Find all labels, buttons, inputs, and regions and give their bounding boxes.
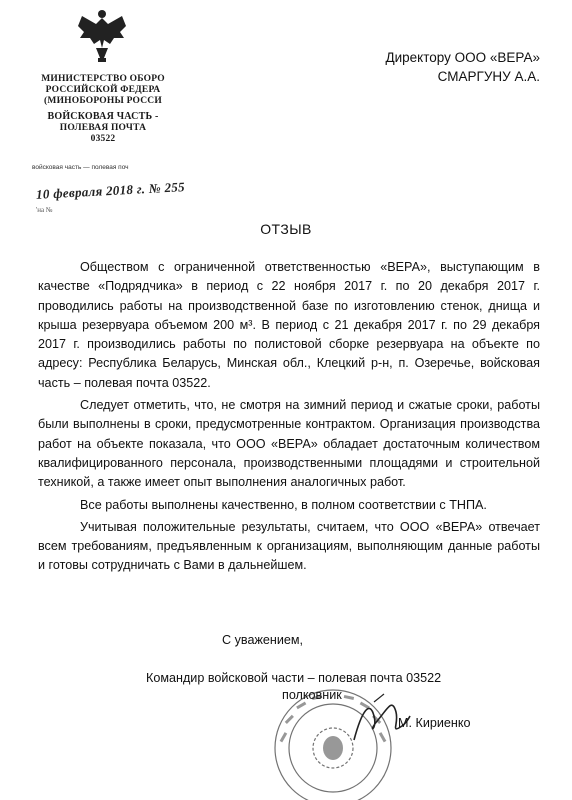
- letterhead-line: (МИНОБОРОНЫ РОССИ: [44, 96, 162, 106]
- letterhead-line: 03522: [90, 134, 116, 144]
- letterhead-line: ПОЛЕВАЯ ПОЧТА: [59, 123, 147, 133]
- closing-phrase: С уважением,: [222, 633, 304, 647]
- body-paragraph: Следует отметить, что, не смотря на зимний период и сжатые сроки, работы были выполнены в сроки, предусмотренные контрактом. Организация производства работ на объекте показала, что ООО «ВЕРА» обладает достаточным количеством квалифицированного персонала, производственными площадями и строительной техникой, а также имеет опыт выполнения аналогичных работ.: [38, 398, 540, 490]
- body-paragraph: Учитывая положительные результаты, считаем, что ООО «ВЕРА» отвечает всем требованиям, предъявленным к организациям, выполняющим данные работы и готовы сотрудничать с Вами в дальнейшем.: [38, 519, 540, 573]
- addressee-line: СМАРГУНУ А.А.: [437, 69, 540, 84]
- document-title: ОТЗЫВ: [260, 221, 312, 237]
- signatory-position: Командир войсковой части – полевая почта 03522: [146, 671, 442, 685]
- letterhead-line: ВОЙСКОВАЯ ЧАСТЬ -: [47, 111, 159, 122]
- signatory-name: М. Кириенко: [398, 716, 471, 730]
- letterhead-line: МИНИСТЕРСТВО ОБОРО: [41, 74, 165, 84]
- signatory-rank: полковник: [282, 688, 342, 702]
- letter-body: [38, 258, 540, 576]
- body-paragraph: Все работы выполнены качественно, в полном соответствии с ТНПА.: [80, 497, 487, 512]
- reference-number-label: 'на №: [36, 206, 53, 214]
- handwritten-date: 10 февраля 2018 г. № 255: [35, 179, 186, 202]
- letterhead: [28, 74, 178, 145]
- addressee-line: Директору ООО «ВЕРА»: [385, 50, 540, 65]
- outgoing-label: войсковая часть — полевая поч: [32, 164, 129, 171]
- eagle-emblem-icon: [74, 4, 130, 64]
- body-paragraph: Обществом с ограниченной ответственностью «ВЕРА», выступающим в качестве «Подрядчика» в период с 22 ноября 2017 г. по 20 декабря 2017 г. проводились работы на производственной базе по изготовлению стенок, днища и крыша резервуара объемом 200 м³. В период с 21 декабря 2017 г. по 29 декабря 2017 г. производились работы по полистовой сборке резервуара на объекте по адресу: Республика Беларусь, Минская обл., Клецкий р-н, п. Озеречье, войсковая часть – полевая почта 03522.: [38, 260, 540, 390]
- addressee-block: [385, 48, 540, 86]
- letterhead-line: РОССИЙСКОЙ ФЕДЕРА: [45, 85, 161, 95]
